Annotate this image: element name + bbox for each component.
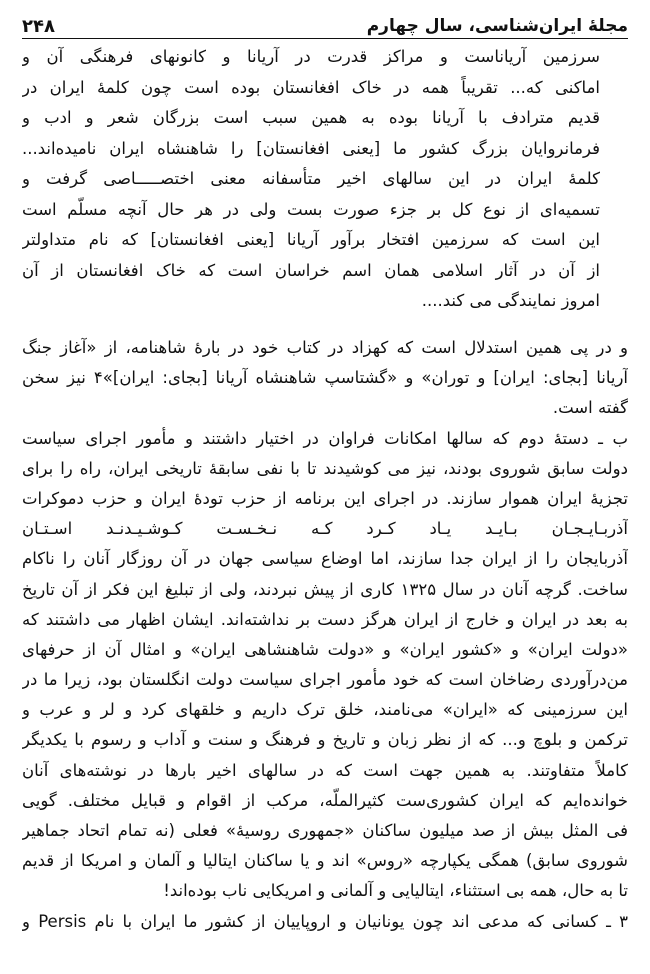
- text-line: آریانا [بجای: ایران] و توران» و «گشتاسپ شاهنشاه آریانا [بجای: ایران]»۴ نیز سخن: [22, 368, 628, 388]
- body-text: [22, 333, 628, 937]
- text-line: این است که سرزمین افتخار برآور آریانا [یعنی افغانستان] که نام متداولتر: [22, 230, 600, 249]
- text-line: فرمانروایان بزرگ کشور ما [یعنی افغانستان] را شاهنشاه ایران نامیده‌اند...: [22, 138, 600, 158]
- text-line: ساخت. گرچه آنان در سال ۱۳۲۵ کاری از پیش نبردند، ولی از تبلیغ این فکر از آن تاریخ: [22, 579, 628, 599]
- text-line: آذربـایـجـان بـایـد یـاد کـرد کـه نـخـسـت کـوشـیـدنـد اسـتـان: [22, 519, 628, 539]
- text-line: کلمهٔ ایران در این سالهای اخیر متأسفانه معنی اختصـــــاصی گرفت و: [22, 169, 600, 188]
- quoted-passage: [22, 42, 600, 317]
- text-line: آذربایجان را از ایران جدا سازند، اما اوضاع سیاسی جهان در آن روزگار آنان را ناکام: [22, 549, 628, 569]
- text-line: تا به حال، همه بی استثناء، ایتالیایی و آلمانی و امریکایی ناب بوده‌اند!: [163, 881, 628, 901]
- running-title: مجلهٔ ایران‌شناسی، سال چهارم: [366, 16, 628, 36]
- text-line: «دولت ایران» و «کشور ایران» و «دولت شاهنشاهی ایران» و امثال آن از حرفهای: [22, 639, 628, 659]
- text-line: دولت سابق شوروی بودند، نیز می کوشیدند تا با نفی سابقهٔ تاریخی ایران، راه را برای: [22, 458, 628, 478]
- header-rule: [22, 38, 628, 39]
- text-line: این سرزمینی که «ایران» می‌نامند، خلق ترک داریم و خلقهای کرد و لر و عرب و: [22, 700, 628, 720]
- text-line: به بعد در ایران و خارج از ایران هرگز دست بر نداشته‌اند. ایشان اظهار می داشتند که: [22, 609, 628, 629]
- text-line: از آن در آثار اسلامی همان اسم خراسان است که خاک افغانستان از آن: [22, 260, 600, 280]
- page-header: [22, 12, 628, 40]
- text-line: کاملاً متفاوتند. به همین جهت است که در سالهای اخیر بارها در نوشته‌های آنان: [22, 760, 628, 780]
- text-line: تجزیهٔ ایران هموار سازند. در اجرای این برنامه از حزب تودهٔ ایران و حزب دموکرات: [22, 488, 628, 508]
- text-line: و در پی همین استدلال است که کهزاد در کتاب خود در بارهٔ شاهنامه، از «آغاز جنگ: [22, 338, 628, 357]
- text-line: فی المثل بیش از صد میلیون ساکنان «جمهوری روسیهٔ» فعلی (نه تمام اتحاد جماهیر: [22, 821, 628, 840]
- text-line: ۳ ـ کسانی که مدعی اند چون یونانیان و اروپاییان از کشور ما ایران با نام Persis و: [22, 911, 628, 931]
- text-line: سرزمین آریاناست و مراکز قدرت در آریانا و کانونهای فرهنگی آن و: [22, 47, 600, 66]
- page-number: ۲۴۸: [22, 15, 55, 37]
- text-line: امروز نمایندگی می کند....: [421, 291, 600, 310]
- text-line: من‌درآوردی رضاخان است که خود مأمور اجرای سیاست دولت انگلستان بود، زیرا ما در: [22, 670, 628, 690]
- text-line: قدیم مترادف با آریانا بوده به همین سبب است بزرگان شعر و ادب و: [22, 108, 600, 127]
- text-line: ب ـ دستهٔ دوم که سالها امکانات فراوان در اختیار داشتند و مأمور اجرای سیاست: [22, 428, 628, 448]
- text-line: تسمیه‌ای از نوع کل بر جزء صورت بست ولی در هر حال آنچه مسلّم است: [22, 199, 600, 219]
- text-line: ترکمن و بلوچ و... که از نظر زبان و تاریخ و فرهنگ و سنت و آداب و رسوم با یکدیگر: [22, 730, 628, 750]
- text-line: اماکنی که... تقریباً همه در خاک افغانستان بوده است چون کلمهٔ ایران در: [22, 77, 600, 97]
- text-line: خوانده‌ایم که ایران کشوری‌ست کثیرالملّه، مرکب از اقوام و قبایل مختلف. گویی: [22, 790, 628, 810]
- text-line: گفته است.: [552, 398, 628, 418]
- text-line: شوروی سابق) همگی یکپارچه «روس» اند و یا ساکنان ایتالیا و آلمان و امریکا از قدیم: [22, 851, 628, 871]
